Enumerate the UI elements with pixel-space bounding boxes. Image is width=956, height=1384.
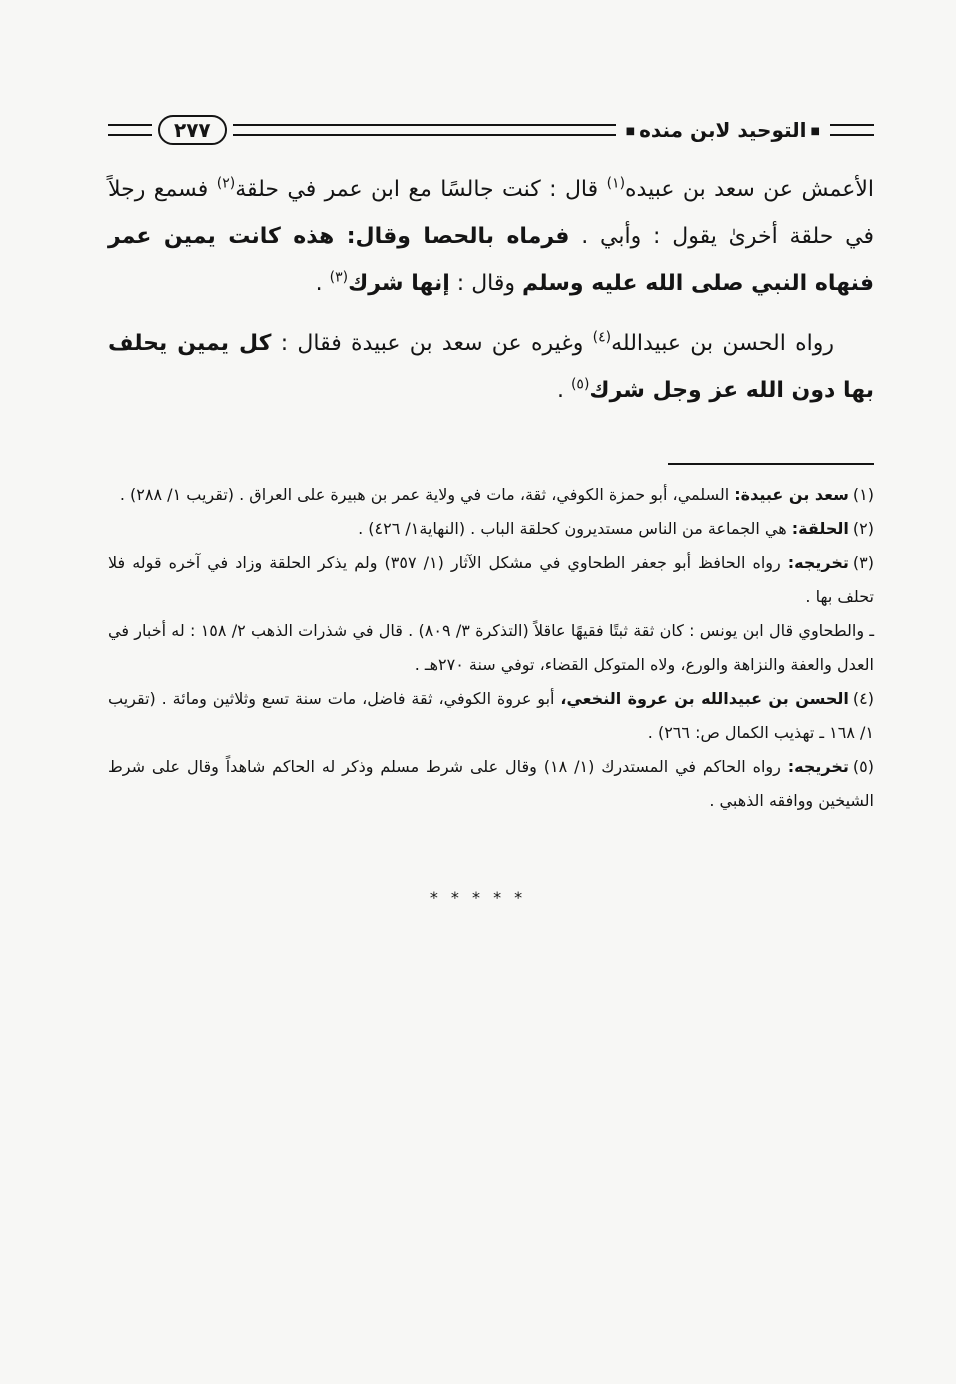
footnote-text: السلمي، أبو حمزة الكوفي، ثقة، مات في ولاية عمر بن هبيرة على العراق . (تقريب ١/ ٢٨٨) . [119,485,735,504]
footnote-number: (٥) [852,757,875,776]
footnote-number: (٤) [852,689,874,708]
footnote-separator-rule [668,463,874,465]
square-ornament-icon: ■ [625,126,636,137]
square-ornament-icon: ■ [810,126,820,137]
footnote-ref: (٣) [329,269,349,286]
footnote-text: ـ والطحاوي قال ابن يونس : كان ثقة ثبتًا فقيهًا عاقلاً (التذكرة ٣/ ٨٠٩) . قال في شذرات الذهب ٢/ ١٥٨ : له أخبار في العدل والعفة والنزاهة والورع، ولاه المتوكل القضاء، توفي سنة ٢٧٠هـ . [108,621,875,674]
text-span: قال : كنت جالسًا مع ابن عمر في حلقة [235,177,607,202]
bold-text: إنها شرك [348,271,450,296]
text-span: . [315,271,330,296]
footnote-term: سعد بن عبيدة: [734,485,849,504]
bold-text: فرماه بالحصا وقال: هذه كانت يمين عمر فنهاه النبي صلى الله عليه وسلم [108,224,874,296]
main-text [108,166,874,414]
footnote-number: (٣) [852,553,874,572]
asterisk-separator: * * * * * [429,888,527,907]
footnote-3-continued [108,614,874,682]
text-span: وقال : [449,271,523,296]
header-rule-middle [233,124,616,136]
footnote-text: رواه الحاكم في المستدرك (١/ ١٨) وقال على شرط مسلم وذكر له الحاكم شاهداً وقال على شرط الشيخين ووافقه الذهبي . [108,757,874,810]
footnote-number: (٢) [852,519,874,538]
footnotes [108,478,874,818]
book-title [616,118,830,142]
text-span: . [556,378,571,403]
footnote-3 [108,546,874,614]
text-span: رواه الحسن بن عبيدالله [611,331,834,356]
footnote-text: أبو عروة الكوفي، ثقة فاضل، مات سنة تسع وثلاثين ومائة . (تقريب ١/ ١٦٨ ـ تهذيب الكمال ص: ٢٦٦) . [108,689,874,742]
footnote-text: هي الجماعة من الناس مستديرون كحلقة الباب . (النهاية١/ ٤٢٦) . [358,519,792,538]
paragraph-narration [108,320,874,414]
running-header [108,112,874,148]
text-span: فسمع رجلاً في حلقة أخرىٰ يقول : وأبي . [108,177,874,249]
footnote-ref: (٢) [216,175,236,192]
text-span: وغيره عن سعد بن عبيدة فقال : [271,331,593,356]
page-number: ٢٧٧ [158,115,227,145]
footnote-ref: (٤) [592,329,612,346]
header-rule-right [830,124,874,136]
footnote-number: (١) [852,485,874,504]
paragraph-hadith [108,166,874,307]
footnote-2 [108,512,874,546]
footnote-1 [108,478,874,512]
footnote-text: رواه الحافظ أبو جعفر الطحاوي في مشكل الآثار (١/ ٣٥٧) ولم يذكر الحلقة وزاد في آخره قوله فلا تحلف بها . [108,553,874,606]
footnote-term: تخريجه: [787,757,849,776]
footnote-ref: (٥) [570,376,590,393]
footnote-4 [108,682,874,750]
footnote-term: الحسن بن عبيدالله بن عروة النخعي، [560,689,849,708]
footnote-term: الحلقة: [791,519,849,538]
text-span: الأعمش عن سعد بن عبيده [625,177,874,202]
footnote-term: تخريجه: [787,553,849,572]
bold-text: كل يمين يحلف بها دون الله عز وجل شرك [108,331,874,403]
footnote-ref: (١) [606,175,626,192]
header-rule-left [108,124,152,136]
footnote-5 [108,750,874,818]
book-title-text: التوحيد لابن منده [639,118,807,142]
